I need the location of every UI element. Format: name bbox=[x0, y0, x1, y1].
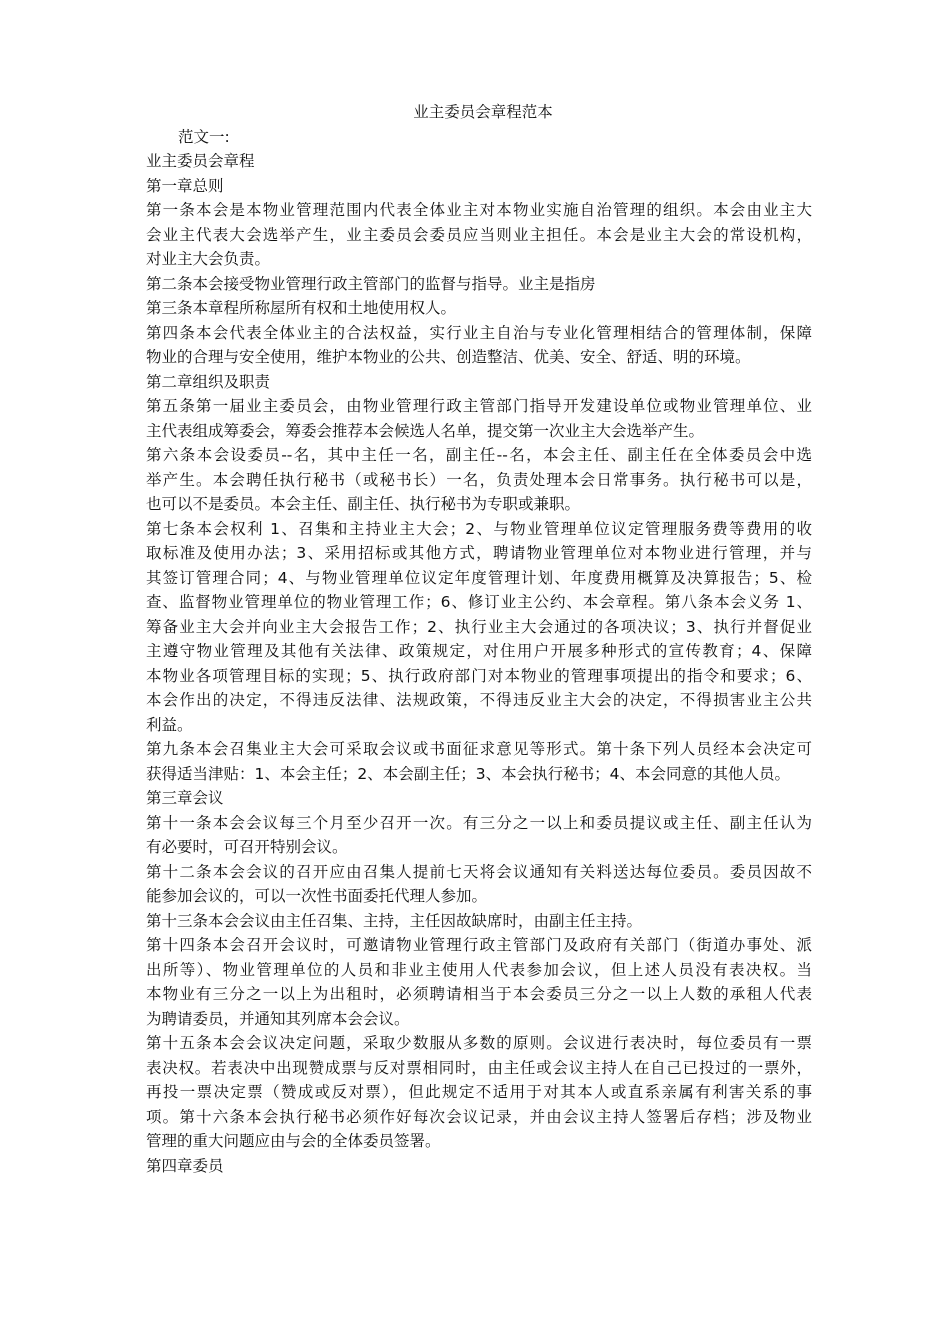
text-line: 取标准及使用办法；3、采用招标或其他方式，聘请物业管理单位对本物业进行管理，并与 bbox=[146, 544, 812, 562]
text-line: 第九条本会召集业主大会可采取会议或书面征求意见等形式。第十条下列人员经本会决定可 bbox=[146, 740, 812, 758]
text-line: 本物业有三分之一以上为出租时，必须聘请相当于本会委员三分之一以上人数的承租人代表 bbox=[146, 985, 812, 1003]
text-line: 本物业各项管理目标的实现；5、执行政府部门对本物业的管理事项提出的指令和要求；6、 bbox=[146, 666, 812, 685]
document-page bbox=[146, 100, 812, 1178]
text-line: 本会作出的决定，不得违反法律、法规政策，不得违反业主大会的决定，不得损害业主公共 bbox=[146, 691, 812, 709]
text-line: 第十一条本会会议每三个月至少召开一次。有三分之一以上和委员提议或主任、副主任认为 bbox=[146, 813, 812, 832]
text-line: 第一条本会是本物业管理范围内代表全体业主对本物业实施自治管理的组织。本会由业主大 bbox=[146, 201, 812, 219]
text-line: 筹备业主大会并向业主大会报告工作；2、执行业主大会通过的各项决议；3、执行并督促业 bbox=[146, 617, 812, 636]
text-line: 对业主大会负责。 bbox=[146, 250, 271, 268]
document-body bbox=[146, 125, 812, 1179]
text-line: 第三章会议 bbox=[146, 789, 224, 807]
text-line: 第七条本会权利 1、召集和主持业主大会；2、与物业管理单位议定管理服务费等费用的收 bbox=[146, 519, 812, 538]
text-line: 其签订管理合同；4、与物业管理单位议定年度管理计划、年度费用概算及决算报告；5、检 bbox=[146, 568, 812, 587]
text-line: 利益。 bbox=[146, 715, 193, 734]
text-line: 第二条本会接受物业管理行政主管部门的监督与指导。业主是指房 bbox=[146, 274, 596, 293]
text-line: 第四章委员 bbox=[146, 1156, 224, 1175]
text-line: 会业主代表大会选举产生，业主委员会委员应当则业主担任。本会是业主大会的常设机构， bbox=[146, 225, 812, 244]
text-line: 第十三条本会会议由主任召集、主持，主任因故缺席时，由副主任主持。 bbox=[146, 911, 643, 930]
text-line: 业主委员会章程 bbox=[146, 152, 255, 170]
text-line: 第十四条本会召开会议时，可邀请物业管理行政主管部门及政府有关部门（街道办事处、派 bbox=[146, 936, 812, 954]
text-line: 主遵守物业管理及其他有关法律、政策规定，对住用户开展多种形式的宣传教育；4、保障 bbox=[146, 642, 812, 660]
text-line: 表决权。若表决中出现赞成票与反对票相同时，由主任或会议主持人在自己已投过的一票外， bbox=[146, 1058, 812, 1077]
text-line: 第五条第一届业主委员会，由物业管理行政主管部门指导开发建设单位或物业管理单位、业 bbox=[146, 397, 812, 415]
text-line: 第四条本会代表全体业主的合法权益，实行业主自治与专业化管理相结合的管理体制，保障 bbox=[146, 323, 812, 342]
text-line: 出所等）、物业管理单位的人员和非业主使用人代表参加会议，但上述人员没有表决权。当 bbox=[146, 960, 812, 979]
text-line: 第十二条本会会议的召开应由召集人提前七天将会议通知有关料送达每位委员。委员因故不 bbox=[146, 862, 812, 881]
text-line: 举产生。本会聘任执行秘书（或秘书长）一名，负责处理本会日常事务。执行秘书可以是， bbox=[146, 470, 812, 489]
text-line: 查、监督物业管理单位的物业管理工作；6、修订业主公约、本会章程。第八条本会义务 1、 bbox=[146, 593, 812, 611]
text-line: 第三条本章程所称屋所有权和土地使用权人。 bbox=[146, 299, 457, 317]
text-line: 也可以不是委员。本会主任、副主任、执行秘书为专职或兼职。 bbox=[146, 495, 581, 513]
text-line: 为聘请委员，并通知其列席本会会议。 bbox=[146, 1009, 410, 1028]
text-line: 范文一: bbox=[178, 127, 230, 146]
text-line: 再投一票决定票（赞成或反对票），但此规定不适用于对其本人或直系亲属有利害关系的事 bbox=[146, 1083, 812, 1101]
text-line: 第六条本会设委员--名，其中主任一名，副主任--名，本会主任、副主任在全体委员会中选 bbox=[146, 446, 812, 464]
text-line: 获得适当津贴：1、本会主任；2、本会副主任；3、本会执行秘书；4、本会同意的其他人员。 bbox=[146, 764, 790, 783]
text-line: 能参加会议的，可以一次性书面委托代理人参加。 bbox=[146, 887, 488, 905]
text-line: 第二章组织及职责 bbox=[146, 372, 271, 391]
text-line: 第十五条本会会议决定问题，采取少数服从多数的原则。会议进行表决时，每位委员有一票 bbox=[146, 1034, 812, 1052]
text-line: 物业的合理与安全使用，维护本物业的公共、创造整洁、优美、安全、舒适、明的环境。 bbox=[146, 348, 751, 366]
text-line: 项。第十六条本会执行秘书必须作好每次会议记录，并由会议主持人签署后存档；涉及物业 bbox=[146, 1107, 812, 1126]
text-line: 主代表组成筹委会，筹委会推荐本会候选人名单，提交第一次业主大会选举产生。 bbox=[146, 421, 705, 440]
text-line: 第一章总则 bbox=[146, 176, 224, 195]
document-title: 业主委员会章程范本 bbox=[413, 103, 553, 121]
text-line: 有必要时，可召开特别会议。 bbox=[146, 838, 348, 856]
text-line: 管理的重大问题应由与会的全体委员签署。 bbox=[146, 1132, 441, 1150]
